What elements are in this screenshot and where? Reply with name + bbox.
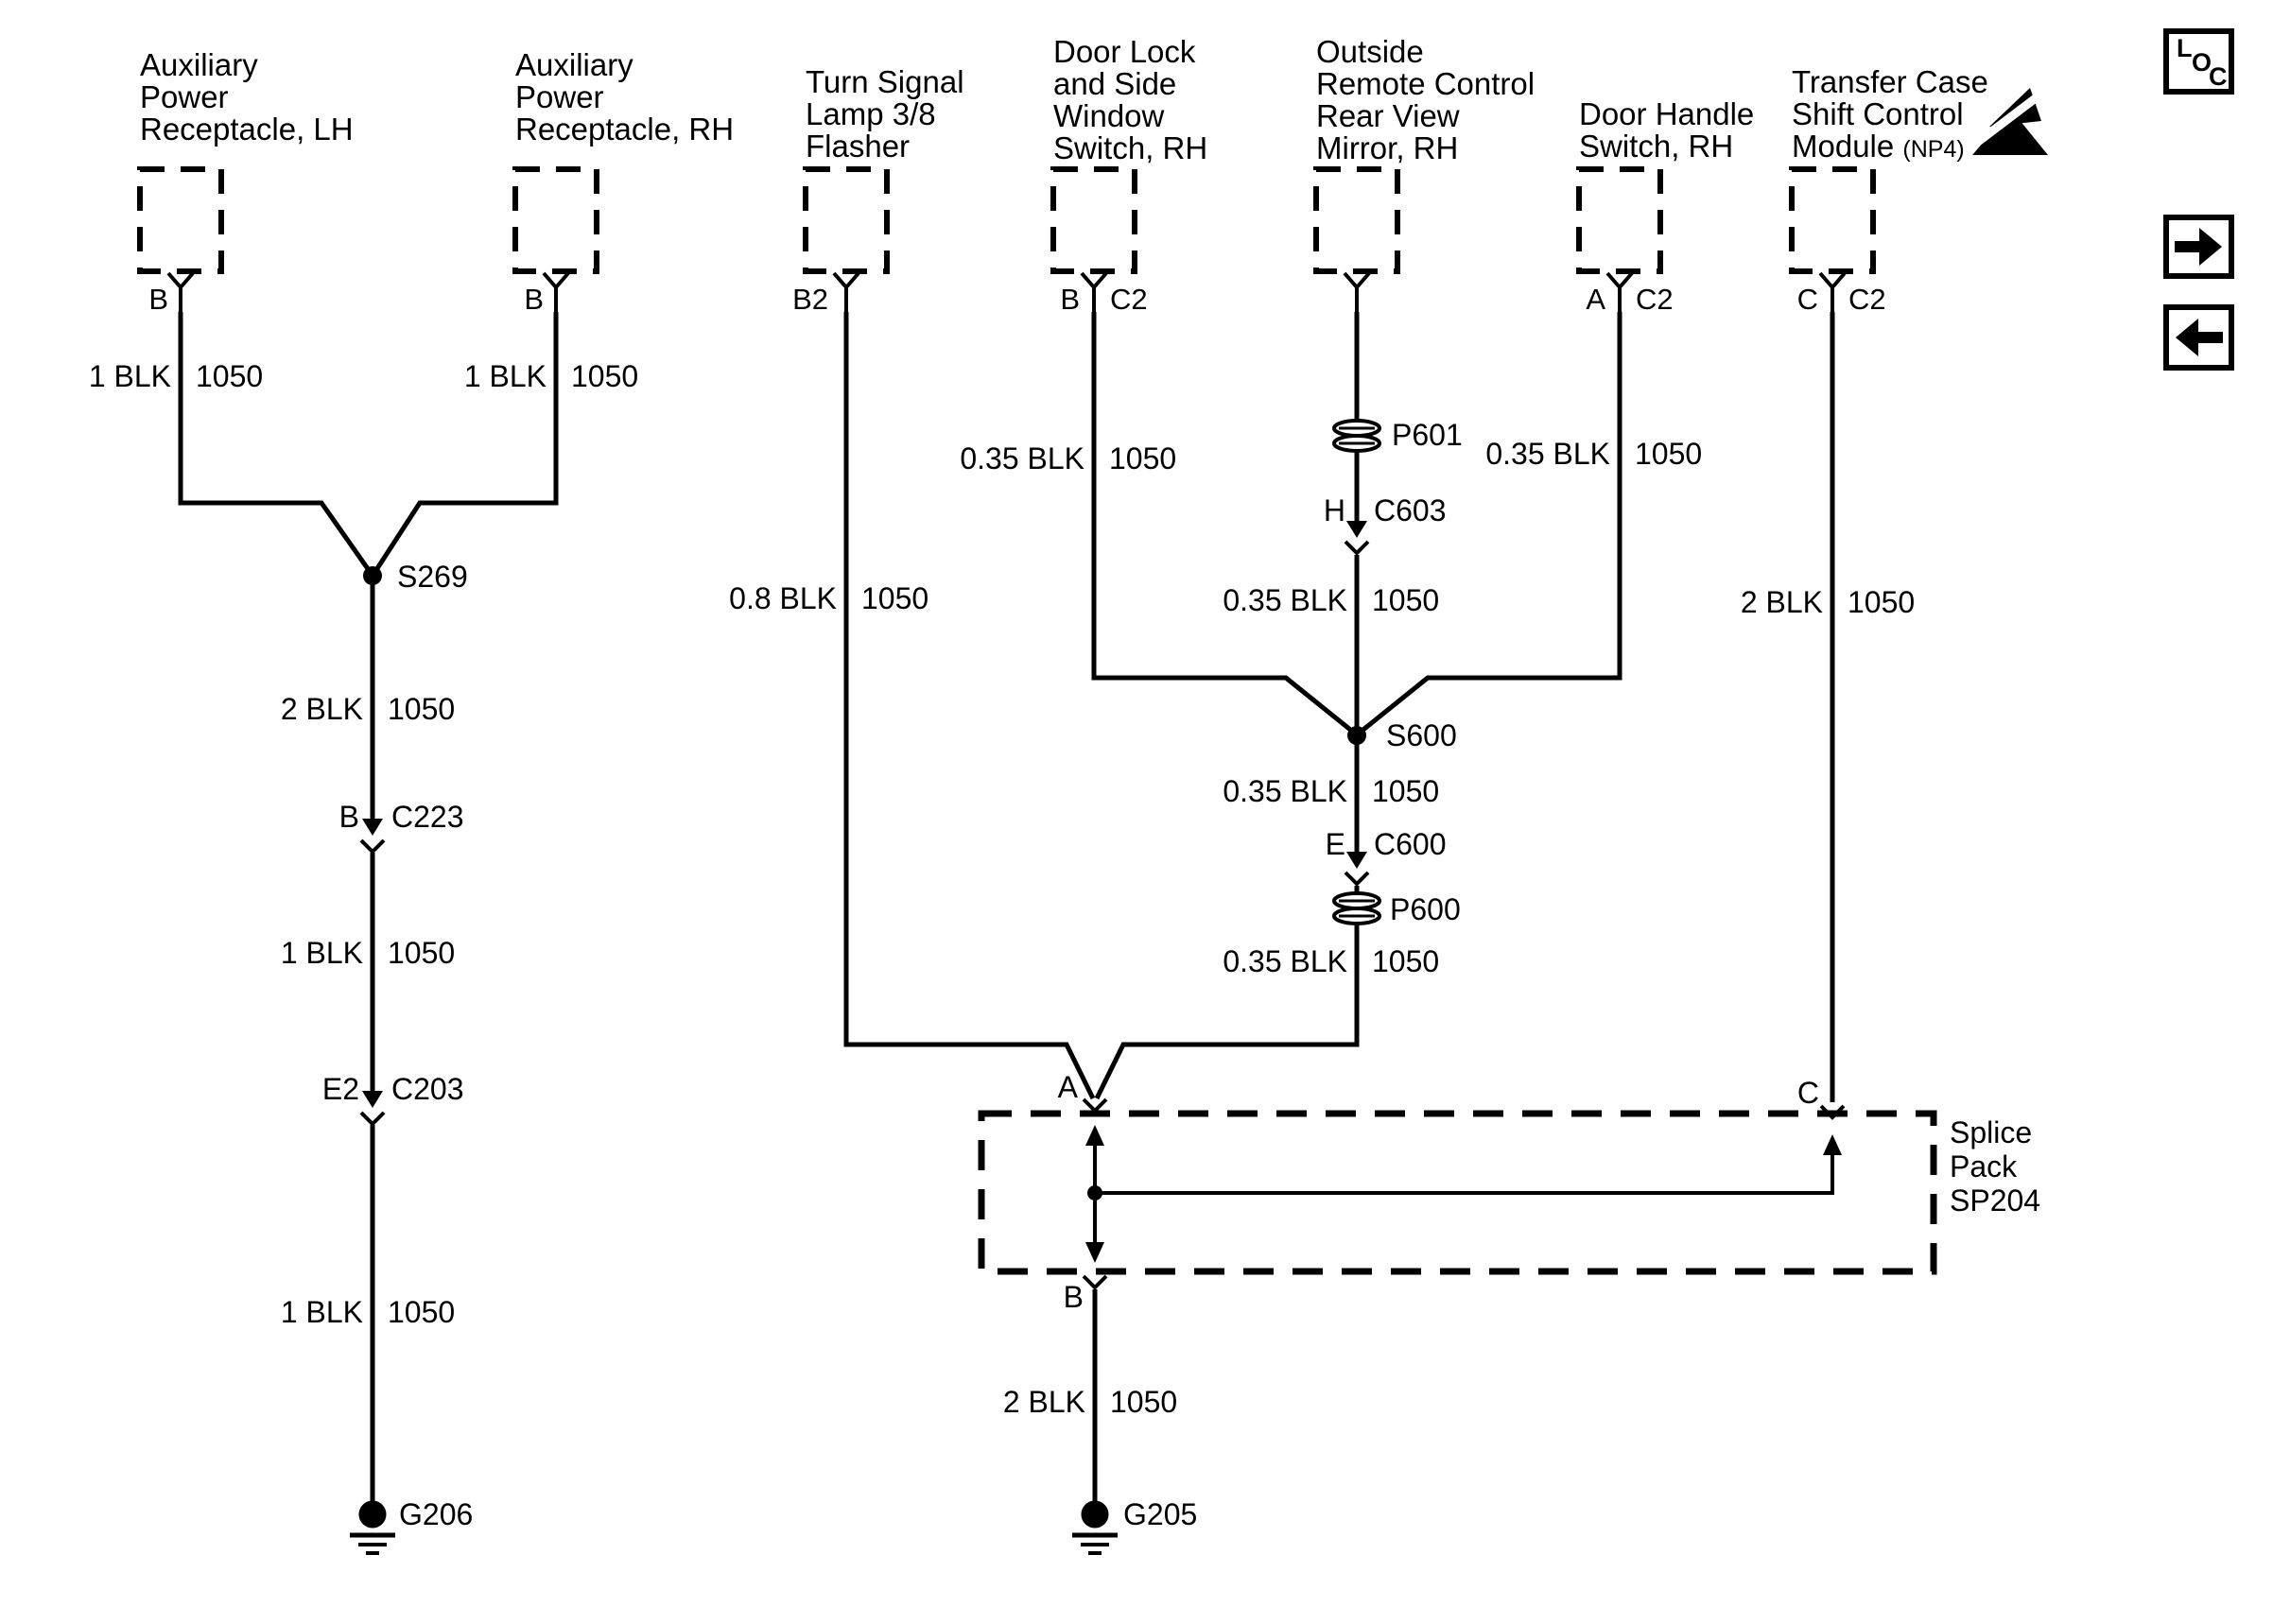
- wire-circuit: 1050: [388, 692, 456, 726]
- wire-gauge: 1 BLK: [280, 936, 363, 970]
- pin-door-lock-c2: C2: [1110, 283, 1148, 316]
- splice-s600-dot: [1347, 726, 1366, 745]
- title-line: Window: [1053, 98, 1165, 133]
- wire-circuit: 1050: [1110, 1385, 1178, 1419]
- y-connector-flasher: [834, 273, 859, 312]
- loc-button[interactable]: [2163, 28, 2234, 95]
- connector-pin: H: [1323, 493, 1345, 527]
- arrow-right-icon: [2169, 220, 2229, 273]
- wire-circuit: 1050: [1848, 585, 1916, 619]
- title-line: Transfer Case: [1792, 64, 1988, 99]
- component-box-flasher: [806, 169, 887, 271]
- pin-transfer-c2: C2: [1848, 283, 1886, 316]
- title-line: Power: [140, 79, 229, 114]
- wire-circuit: 1050: [388, 1295, 456, 1329]
- component-title-aux-lh: [140, 49, 354, 146]
- component-title-door-handle: [1579, 98, 1754, 163]
- wire-gauge: 0.35 BLK: [1223, 583, 1347, 617]
- wire-circuit: 1050: [196, 359, 264, 393]
- connector-label: C600: [1374, 827, 1447, 861]
- sp204-pin-b: B: [1063, 1280, 1084, 1314]
- wire-circuit: 1050: [388, 936, 456, 970]
- loc-letter-o: O: [2192, 48, 2212, 77]
- component-title-mirror: [1316, 36, 1535, 164]
- wire-flasher-drop: [846, 312, 1093, 1098]
- title-word: Module: [1792, 129, 1895, 164]
- splice-s269-dot: [363, 566, 382, 585]
- wire-gauge: 1 BLK: [280, 1295, 363, 1329]
- pin-aux-lh-b: B: [148, 283, 168, 316]
- y-connector-door-lock: [1082, 273, 1106, 312]
- wire-circuit: 1050: [571, 359, 639, 393]
- title-line: Receptacle, RH: [515, 112, 735, 147]
- y-connector-door-handle: [1607, 273, 1632, 312]
- connector-label: C203: [391, 1072, 464, 1106]
- component-title-aux-rh: [515, 49, 734, 146]
- loc-letter-l: L: [2177, 34, 2193, 62]
- sp204-entry-a-symbol: [1084, 1099, 1106, 1146]
- component-box-door-handle: [1579, 169, 1660, 271]
- title-line: Power: [515, 79, 604, 114]
- title-line: Turn Signal: [806, 64, 964, 99]
- title-line: and Side: [1053, 66, 1177, 101]
- title-line: Door Lock: [1053, 34, 1196, 69]
- ground-label-g205: G205: [1123, 1497, 1198, 1531]
- arrow-left-icon: [2169, 310, 2229, 365]
- title-line: Receptacle, LH: [140, 112, 354, 147]
- connector-c600-symbol: [1345, 852, 1368, 884]
- connector-pin: B: [338, 800, 359, 834]
- wire-circuit: 1050: [1372, 583, 1440, 617]
- title-option-code: (NP4): [1902, 136, 1965, 163]
- component-box-aux-rh: [515, 169, 597, 271]
- connector-c203-symbol: [361, 1091, 384, 1124]
- component-box-mirror: [1316, 169, 1397, 271]
- title-line: Rear View: [1316, 98, 1460, 133]
- pin-door-handle-c2: C2: [1636, 283, 1674, 316]
- passthrough-p601-symbol: [1334, 421, 1379, 451]
- next-page-button[interactable]: [2163, 215, 2234, 279]
- pin-flasher-b2: B2: [792, 283, 828, 316]
- wire-gauge: 0.35 BLK: [960, 441, 1084, 475]
- loc-letter-c: C: [2209, 62, 2228, 91]
- title-line: Mirror, RH: [1316, 130, 1459, 165]
- wire-circuit: 1050: [1635, 437, 1703, 471]
- wire-gauge: 0.35 BLK: [1485, 437, 1610, 471]
- splice-pack-name-line: Pack: [1950, 1149, 2018, 1183]
- title-line: Remote Control: [1316, 66, 1536, 101]
- ground-g206-symbol: [350, 1501, 395, 1553]
- wire-sp204-bus: [1095, 1151, 1832, 1193]
- passthrough-label-p601: P601: [1392, 418, 1463, 452]
- component-box-aux-lh: [140, 169, 221, 271]
- splice-pack-name-line: Splice: [1950, 1115, 2033, 1149]
- wire-circuit: 1050: [1372, 944, 1440, 978]
- component-box-transfer-case: [1792, 169, 1873, 271]
- y-connector-transfer: [1820, 273, 1845, 312]
- y-connector-mirror: [1345, 273, 1369, 312]
- wire-gauge: 0.8 BLK: [729, 581, 837, 615]
- sp204-pin-a: A: [1057, 1070, 1078, 1104]
- splice-label-s269: S269: [397, 560, 468, 594]
- splice-label-s600: S600: [1386, 718, 1457, 752]
- connector-label: C603: [1374, 493, 1447, 527]
- title-line: Door Handle: [1579, 96, 1755, 131]
- wire-gauge: 0.35 BLK: [1223, 944, 1347, 978]
- connector-label: C223: [391, 800, 464, 834]
- wire-gauge: 2 BLK: [280, 692, 363, 726]
- splice-sp204-dot: [1087, 1185, 1102, 1201]
- ground-g205-symbol: [1072, 1501, 1118, 1553]
- wire-circuit: 1050: [1109, 441, 1177, 475]
- pin-door-handle-a: A: [1586, 283, 1605, 316]
- connector-c223-symbol: [361, 819, 384, 852]
- splice-pack-name-line: SP204: [1950, 1183, 2041, 1218]
- title-line: Switch, RH: [1053, 130, 1208, 165]
- connector-c603-symbol: [1345, 521, 1368, 553]
- title-line: Auxiliary: [515, 47, 633, 82]
- title-line: Flasher: [806, 129, 911, 164]
- passthrough-label-p600: P600: [1390, 892, 1461, 926]
- pin-transfer-c: C: [1796, 283, 1818, 316]
- wire-lh-drop: [181, 312, 371, 573]
- ground-label-g206: G206: [399, 1497, 474, 1531]
- component-title-door-lock: [1053, 36, 1207, 164]
- component-title-flasher: [806, 66, 964, 163]
- title-line: Lamp 3/8: [806, 96, 936, 131]
- component-title-transfer-case: [1792, 66, 1988, 165]
- connector-pin: E: [1325, 827, 1345, 861]
- previous-page-button[interactable]: [2163, 304, 2234, 371]
- wire-gauge: 0.35 BLK: [1223, 774, 1347, 808]
- wire-gauge: 2 BLK: [1002, 1385, 1085, 1419]
- sp204-pin-c: C: [1796, 1076, 1819, 1110]
- wire-gauge: 1 BLK: [463, 359, 547, 393]
- component-box-door-lock: [1053, 169, 1135, 271]
- title-line: [1792, 130, 1988, 165]
- wire-gauge: 1 BLK: [88, 359, 171, 393]
- pin-door-lock-b: B: [1060, 283, 1080, 316]
- connector-pin: E2: [321, 1072, 359, 1106]
- passthrough-p600-symbol: [1334, 893, 1379, 924]
- y-connector-aux-rh: [544, 273, 568, 312]
- title-line: Switch, RH: [1579, 129, 1734, 164]
- title-line: Outside: [1316, 34, 1424, 69]
- title-line: Auxiliary: [140, 47, 258, 82]
- pin-aux-rh-b: B: [524, 283, 544, 316]
- wire-rh-drop: [374, 312, 556, 573]
- wire-circuit: 1050: [861, 581, 929, 615]
- title-line: Shift Control: [1792, 96, 1964, 131]
- wire-gauge: 2 BLK: [1740, 585, 1823, 619]
- wire-circuit: 1050: [1372, 774, 1440, 808]
- sp204-exit-b-symbol: [1084, 1242, 1106, 1287]
- y-connector-aux-lh: [168, 273, 193, 312]
